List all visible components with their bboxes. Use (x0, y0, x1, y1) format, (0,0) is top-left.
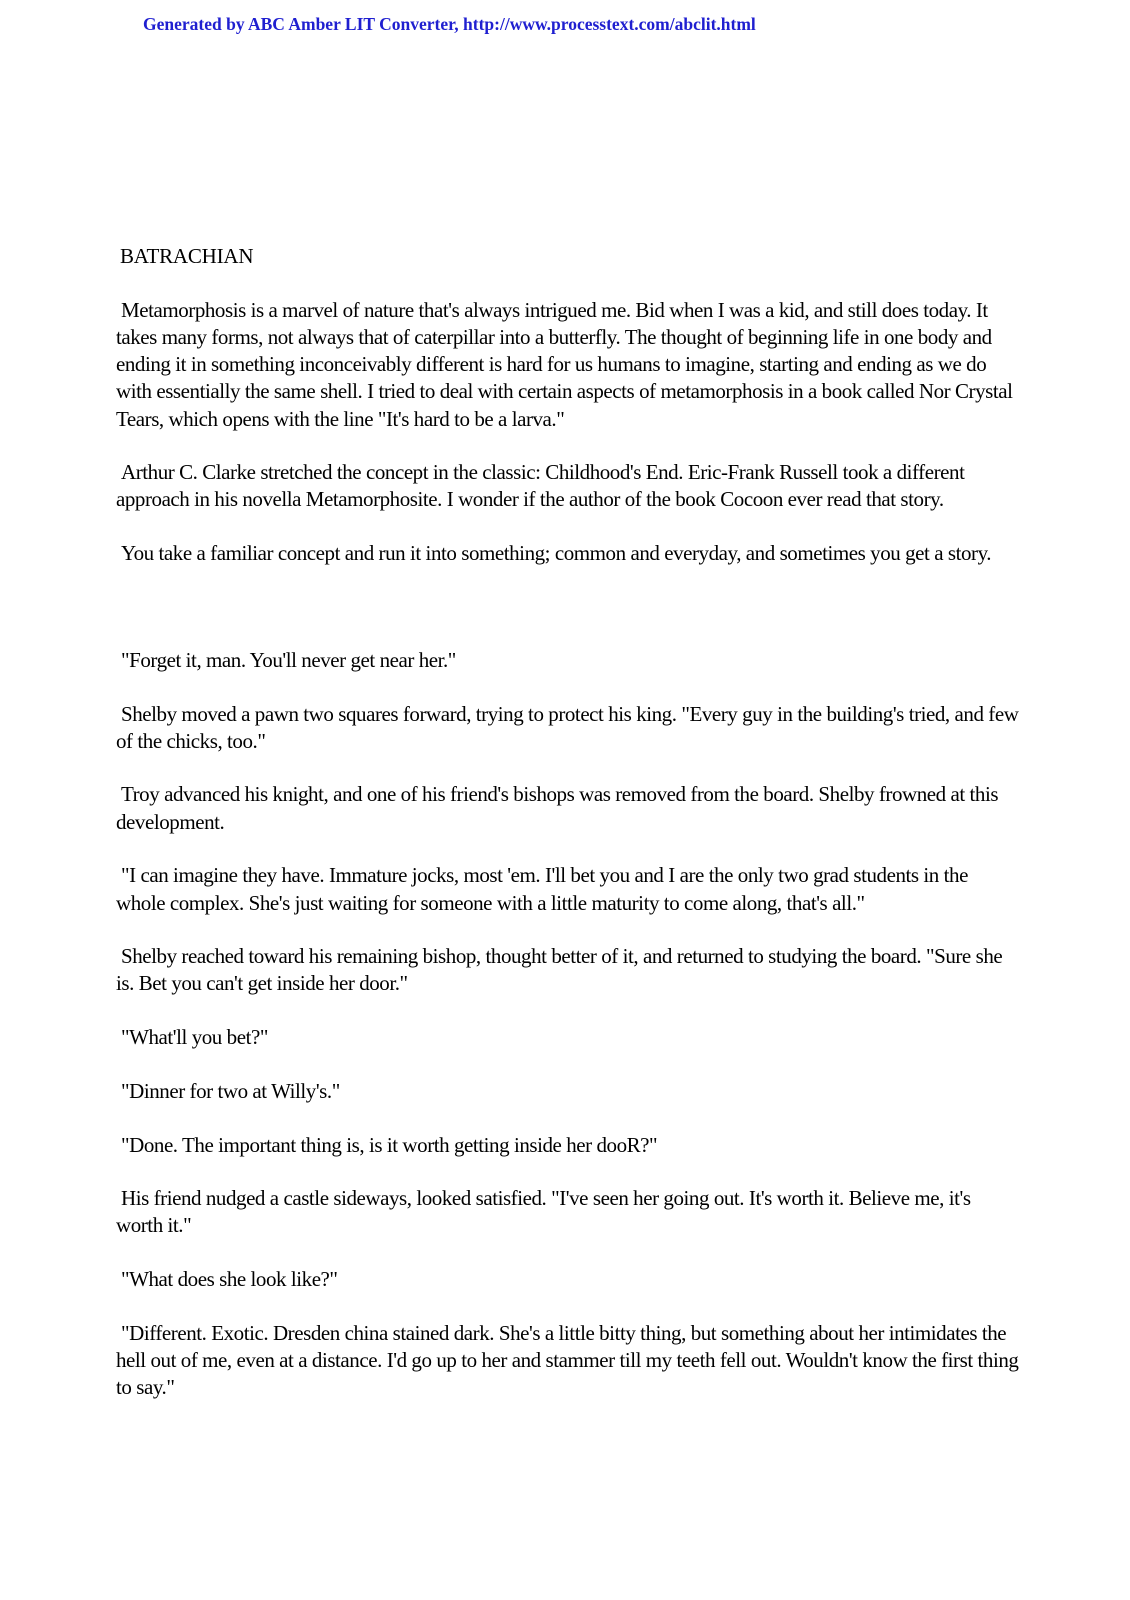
story-paragraph: His friend nudged a castle sideways, looked satisfied. "I've seen her going out. It's worth it. Believe me, it's worth it." (116, 1186, 971, 1238)
intro-paragraph: Metamorphosis is a marvel of nature that's always intrigued me. Bid when I was a kid, and still does today. It takes many forms, not always that of caterpillar into a butterfly. The thought of beginning life in one body and ending it in something inconceivably different is hard for us humans to imagine, starting and ending as we do with essentially the same shell. I tried to deal with certain aspects of metamorphosis in a book called Nor Crystal Tears, which opens with the line "It's hard to be a larva." (116, 297, 1013, 431)
intro-paragraph: You take a familiar concept and run it into something; common and everyday, and sometimes you get a story. (121, 541, 992, 566)
intro-paragraph: Arthur C. Clarke stretched the concept in the classic: Childhood's End. Eric-Frank Russell took a different approach in his novella Metamorphosite. I wonder if the author of the book Cocoon ever read that story. (116, 460, 965, 512)
story-paragraph: Shelby reached toward his remaining bishop, thought better of it, and returned to studying the board. "Sure she is. Bet you can't get inside her door." (116, 944, 1003, 996)
story-paragraph: "What'll you bet?" (121, 1025, 268, 1050)
story-paragraph: "Different. Exotic. Dresden china stained dark. She's a little bitty thing, but something about her intimidates the hell out of me, even at a distance. I'd go up to her and stammer till my teeth fell out. Wouldn't know the first thing to say." (116, 1320, 1019, 1400)
story-paragraph: "Forget it, man. You'll never get near her." (121, 647, 456, 672)
story-paragraph: "Done. The important thing is, is it worth getting inside her dooR?" (121, 1132, 658, 1157)
story-paragraph: Troy advanced his knight, and one of his friend's bishops was removed from the board. Shelby frowned at this development. (116, 782, 999, 834)
section-gap (116, 594, 1021, 647)
document-body (116, 243, 1021, 1428)
story-paragraph: Shelby moved a pawn two squares forward, trying to protect his king. "Every guy in the building's tried, and few of the chicks, too." (116, 701, 1019, 753)
chapter-title: BATRACHIAN (120, 244, 254, 268)
story-paragraph: "What does she look like?" (121, 1267, 338, 1292)
story-paragraph: "Dinner for two at Willy's." (121, 1078, 340, 1103)
story-paragraph: "I can imagine they have. Immature jocks, most 'em. I'll bet you and I are the only two grad students in the whole complex. She's just waiting for someone with a little maturity to come along, that's all." (116, 863, 968, 915)
converter-banner: Generated by ABC Amber LIT Converter, http://www.processtext.com/abclit.html (143, 14, 756, 34)
